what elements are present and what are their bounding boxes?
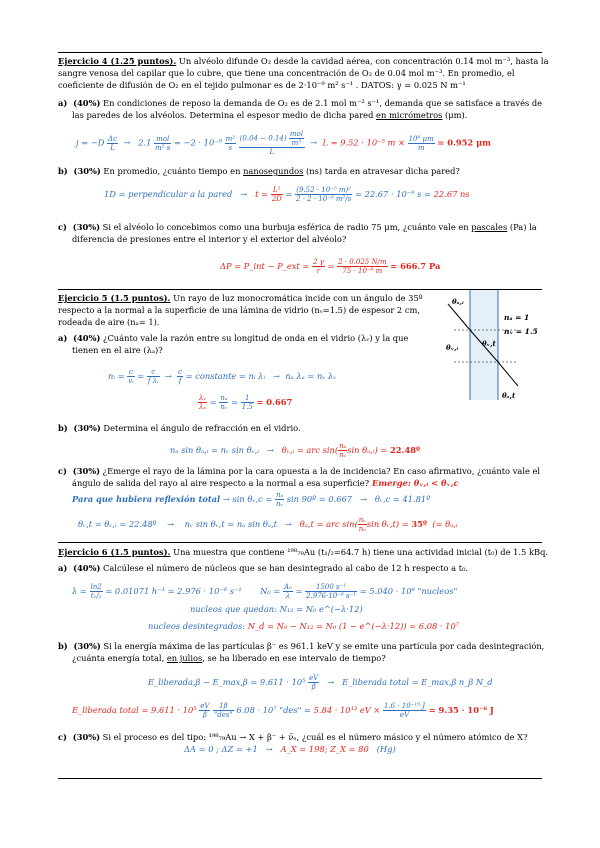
ex4-a-equation: j = −D $\frac{\Delta c}{L}$ → 2.1 $\frac{\text{mol}}{\text{m² s}}$ = −2 · 10⁻⁹ $\frac{\text{m²}}{s}$ (0.04 − 0.14) $\frac{\text{mol}}{\text{m³}}$ L → L = 9.52 · 10⁻⁵ m × $\frac{\text{10⁶ μm}}{m}$ = 0.952 μm <box>76 130 491 156</box>
ex5-a-result: = 0.667 <box>256 397 293 407</box>
fig-label-theta-vt: θᵥ,t <box>482 339 496 348</box>
ex5-a-line2: tienen en el aire (λₐ)? <box>72 345 163 355</box>
ex5-intro-line2: respecto a la normal a la superficie de una lámina de vidrio (nᵥ=1.5) de espesor 2 cm, <box>58 305 420 315</box>
ex4-c-result: = 666.7 Pa <box>390 261 441 271</box>
divider-bottom <box>58 778 542 779</box>
refraction-diagram <box>440 290 558 400</box>
ex6-c-equation: ΔA = 0 ; ΔZ = +1 → A_X = 198; Z_X = 80 (Hg) <box>184 744 396 754</box>
ex4-c-line1: c) (30%) Si el alvéolo lo concebimos como una burbuja esférica de radio 75 μm, ¿cuánto vale en pascales (Pa) la <box>58 222 537 232</box>
ex4-c-equation: ΔP = P_int − P_ext = $\frac{2 \gamma}{r}$ = $\frac{2 \cdot 0.025 N/m}{\text{75 · 10⁻⁶ m}}$ = 666.7 Pa <box>220 258 441 275</box>
fig-label-theta-at: θₐ,t <box>502 391 516 400</box>
ex4-b-equation: 1D = perpendicular a la pared → t = $\frac{\text{L²}}{2D}$ = $\frac{\text{(9.52 · 10⁻⁵ m)²}}{\text{2 · 2 · 10⁻⁹ m²/s}}$ = 22.67 · 10⁻⁹ s = 22.67 ns <box>104 186 470 203</box>
ex5-b-equation: nₐ sin θₐ,ᵢ = nᵥ sin θᵥ,ᵢ → θᵥ,ᵢ = arc sin( $\frac{\text{nₐ}}{\text{nᵥ}}$ sin θₐ,ᵢ) = 22.48º <box>170 442 421 459</box>
ex4-intro-line3: coeficiente de difusión de O₂ en el tejido pulmonar es de 2·10⁻⁹ m² s⁻¹ . DATOS: γ = 0.025 N m⁻¹ <box>58 80 466 90</box>
ex6-b-result: = 9.35 · 10⁻⁶ J <box>428 705 494 715</box>
ex6-intro-line1: Ejercicio 6 (1.5 puntos). Una muestra que contiene ¹⁹⁸₇₉Au (t₁/₂=64.7 h) tiene una actividad inicial (t₀) de 1.5 kBq. <box>58 547 549 557</box>
ex5-c-reflex: Para que hubiera reflexión total → sin θᵥ,c = $\frac{\text{nₐ}}{\text{nᵥ}}$ sin 90º = 0.667 → θᵥ,c = 41.81º <box>72 491 431 508</box>
ex5-a-line1: a) (40%) ¿Cuánto vale la razón entre su longitud de onda en el vidrio (λᵥ) y la que <box>58 333 409 343</box>
divider-top <box>58 52 542 53</box>
ex5-c-line1: c) (30%) ¿Emerge el rayo de la lámina por la cara opuesta a la de incidencia? En caso afirmativo, ¿cuánto vale el <box>58 466 541 476</box>
ex6-b-equation1: E_liberada,β ~ E_max,β = 9.611 · 10⁵ $\frac{eV}{\beta}$ → E_liberada total = E_max,β n_β N_d <box>148 674 493 691</box>
ex5-b-line: b) (30%) Determina el ángulo de refracción en el vidrio. <box>58 423 301 433</box>
ex6-b-equation2: E_liberada total = 9.611 · 10⁵ $\frac{eV}{\beta}$ $\frac{1\beta}{\text{"des"}}$ 6.08 · 10⁷ "des" = 5.84 · 10¹³ eV × $\frac{\text{1.6 · 10⁻¹⁹ J}}{eV}$ = 9.35 · 10⁻⁶ J <box>72 702 494 719</box>
ex5-a-equation2: $\frac{\text{λᵥ}}{\text{λₐ}}$ = $\frac{\text{nₐ}}{\text{nᵥ}}$ = $\frac{1}{1.5}$ = 0.667 <box>199 394 293 411</box>
ex4-b-line: b) (30%) En promedio, ¿cuánto tiempo en nanosegundos (ns) tarda en atravesar dicha pared? <box>58 166 460 176</box>
ex6-a-equation3: nucleos desintegrados: N_d = N₀ − N₁₂ = N₀ (1 − e^(−λ·12)) = 6.08 · 10⁷ <box>148 621 460 631</box>
divider-ex6 <box>58 542 542 543</box>
ex6-a-result: N_d = N₀ − N₁₂ = N₀ (1 − e^(−λ·12)) = 6.08 · 10⁷ <box>247 621 460 631</box>
ex6-a-line: a) (40%) Calcúlese el número de núcleos que se han desintegrado al cabo de 12 h respecto a t₀. <box>58 563 469 573</box>
ex5-intro-line3: rodeada de aire (nₐ= 1). <box>58 317 160 327</box>
ex5-c-line2: ángulo de salida del rayo al aire respecto a la normal a esa superficie? Emerge: θᵥ,ᵢ < θᵥ,c <box>72 478 459 488</box>
ex5-c-emerge: Emerge: θᵥ,ᵢ < θᵥ,c <box>369 478 459 488</box>
incident-ray <box>448 304 470 330</box>
ex4-c-line2: diferencia de presiones entre el interior y el exterior del alvéolo? <box>72 234 347 244</box>
fig-label-nv: nᵥ = 1.5 <box>504 327 538 336</box>
ex6-b-line2: ¿cuánta energía total, en julios, se ha liberado en ese intervalo de tiempo? <box>72 653 386 663</box>
fig-label-na: nₐ = 1 <box>504 313 530 322</box>
ex5-intro-line1: Ejercicio 5 (1.5 puntos). Un rayo de luz monocromática incide con un ángulo de 35º <box>58 293 423 303</box>
ex4-intro-line1: Ejercicio 4 (1.25 puntos). Un alvéolo difunde O₂ desde la cavidad aérea, con concentración 0.14 mol m⁻³, hasta la <box>58 56 549 66</box>
ex6-c-result: A_X = 198; Z_X = 80 <box>280 744 369 754</box>
ex4-a-line1: a) (40%) En condiciones de reposo la demanda de O₂ es de 2.1 mol m⁻² s⁻¹, demanda que se satisface a través de <box>58 98 543 108</box>
ex6-title: Ejercicio 6 (1.5 puntos). <box>58 547 171 557</box>
ex6-a-equation1: λ = $\frac{\ln 2}{\text{t₁/₂}}$ = 0.01071 h⁻¹ = 2.976 · 10⁻⁶ s⁻¹ N₀ = $\frac{\text{A₀}}{\lambda}$ = $\frac{\text{1500 s⁻¹}}{\text{2.976·10⁻⁶ s⁻¹}}$ = 5.040 · 10⁸ "nucleos" <box>72 583 458 600</box>
ex4-intro-line2: sangre venosa del capilar que lo cubre, que tiene una concentración de O₂ de 0.04 mol m⁻³. En promedio, el <box>58 68 515 78</box>
ex4-a-result: = 0.952 μm <box>437 137 491 148</box>
ex5-c-equation: θᵥ,t = θᵥ,ᵢ = 22.48º → nᵥ sin θᵥ,t = nₐ sin θₐ,t → θₐ,t = arc sin( $\frac{\text{nᵥ}}{\text{nₐ}}$ sin θᵥ,t) = 35º (= θₐ,ᵢ <box>78 516 458 533</box>
ex6-c-line: c) (30%) Si el proceso es del tipo: ¹⁹⁸₇₉Au → X + β⁻ + ν̄ₑ, ¿cuál es el número másico y el número atómico de X? <box>58 732 528 742</box>
ex6-a-equation2: nucleos que quedan: N₁₂ = N₀ e^(−λ·12) <box>190 604 363 614</box>
fig-label-theta-ai: θₐ,ᵢ <box>452 297 464 306</box>
ex4-b-result: 22.67 ns <box>433 189 470 199</box>
ex4-title: Ejercicio 4 (1.25 puntos). <box>58 56 177 66</box>
fig-label-theta-vi: θᵥ,ᵢ <box>446 343 459 352</box>
emergent-ray <box>498 362 518 386</box>
ex6-b-line1: b) (30%) Si la energía máxima de las partículas β⁻ es 961.1 keV y se emite una partícula por cada desintegración, <box>58 641 545 651</box>
ex5-c-result: 35º <box>411 519 428 529</box>
ex5-a-equation1: nᵢ = $\frac{c}{\text{vᵢ}}$ = $\frac{c}{\text{f λᵢ}}$ → $\frac{c}{f}$ = constante = nᵢ λᵢ → nₐ λₐ = nᵥ λᵥ <box>108 368 337 385</box>
ex4-a-line2: las paredes de los alvéolos. Determina el espesor medio de dicha pared en micrómetros (μm). <box>72 110 468 120</box>
ex5-b-result: 22.48º <box>390 445 421 455</box>
ex5-title: Ejercicio 5 (1.5 puntos). <box>58 293 171 303</box>
